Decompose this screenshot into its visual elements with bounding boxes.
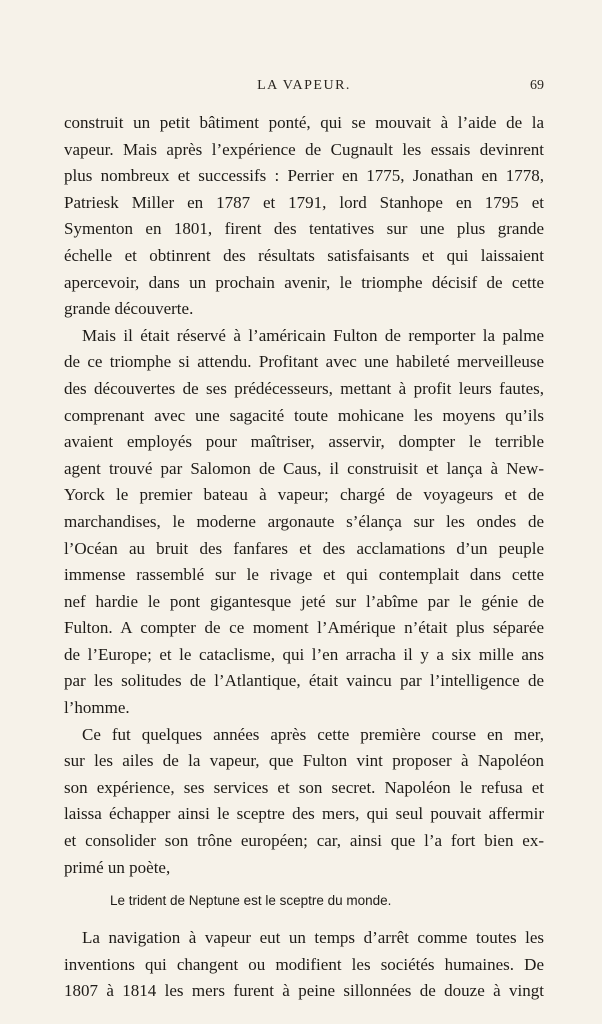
text-line: agent trouvé par Salomon de Caus, il construisit et lança à New- [64, 458, 544, 478]
text-line: grande découverte. [64, 299, 194, 319]
running-title: LA VAPEUR. [257, 78, 351, 93]
verse-quote: Le trident de Neptune est le sceptre du monde. [110, 893, 392, 909]
text-line: Ce fut quelques années après cette première course en mer, [82, 724, 544, 744]
body-text [64, 110, 544, 1005]
text-line: Fulton. A compter de ce moment l’Amérique n’était plus séparée [64, 618, 544, 638]
text-line: son expérience, ses services et son secret. Napoléon le refusa et [64, 777, 544, 797]
text-line: par les solitudes de l’Atlantique, était vaincu par l’intelligence de [64, 671, 544, 691]
text-line: vapeur. Mais après l’expérience de Cugnault les essais devinrent [64, 139, 544, 159]
text-line: apercevoir, dans un prochain avenir, le triomphe décisif de cette [64, 272, 544, 292]
text-line: construit un petit bâtiment ponté, qui se mouvait à l’aide de la [64, 113, 544, 132]
text-line: 1807 à 1814 les mers furent à peine sillonnées de douze à vingt [64, 981, 544, 1001]
text-line: Yorck le premier bateau à vapeur; chargé de voyageurs et de [64, 485, 544, 505]
text-line: marchandises, le moderne argonaute s’élança sur les ondes de [64, 511, 544, 531]
text-line: Symenton en 1801, firent des tentatives sur une plus grande [64, 219, 544, 239]
text-line: des découvertes de ses prédécesseurs, mettant à profit leurs fautes, [64, 378, 544, 398]
text-line: Mais il était réservé à l’américain Fulton de remporter la palme [82, 325, 544, 345]
text-line: de l’Europe; et le cataclisme, qui l’en arracha il y a six mille ans [64, 644, 544, 664]
text-line: comprenant avec une sagacité toute mohicane les moyens qu’ils [64, 405, 544, 425]
text-line: immense rassemblé sur le rivage et qui contemplait dans cette [64, 565, 544, 585]
text-line: échelle et obtinrent des résultats satisfaisants et qui laissaient [64, 245, 544, 265]
text-line: plus nombreux et successifs : Perrier en 1775, Jonathan en 1778, [64, 166, 544, 186]
text-line: primé un poète, [64, 857, 171, 877]
text-line: l’homme. [64, 698, 130, 718]
text-line: et consolider son trône européen; car, ainsi que l’a fort bien ex- [64, 831, 544, 851]
running-head [64, 78, 544, 100]
text-line: de ce triomphe si attendu. Profitant avec une habileté merveilleuse [64, 352, 544, 372]
text-line: La navigation à vapeur eut un temps d’arrêt comme toutes les [82, 928, 544, 948]
text-line: Patriesk Miller en 1787 et 1791, lord Stanhope en 1795 et [64, 192, 544, 212]
text-line: inventions qui changent ou modifient les sociétés humaines. De [64, 954, 544, 974]
text-line: laissa échapper ainsi le sceptre des mers, qui seul pouvait affermir [64, 804, 544, 824]
text-line: avaient employés pour maîtriser, asservir, dompter le terrible [64, 432, 544, 452]
text-line: sur les ailes de la vapeur, que Fulton vint proposer à Napoléon [64, 751, 544, 771]
text-line: nef hardie le pont gigantesque jeté sur l’abîme par le génie de [64, 591, 544, 611]
text-line: l’Océan au bruit des fanfares et des acclamations d’un peuple [64, 538, 544, 558]
page-number: 69 [530, 78, 544, 93]
